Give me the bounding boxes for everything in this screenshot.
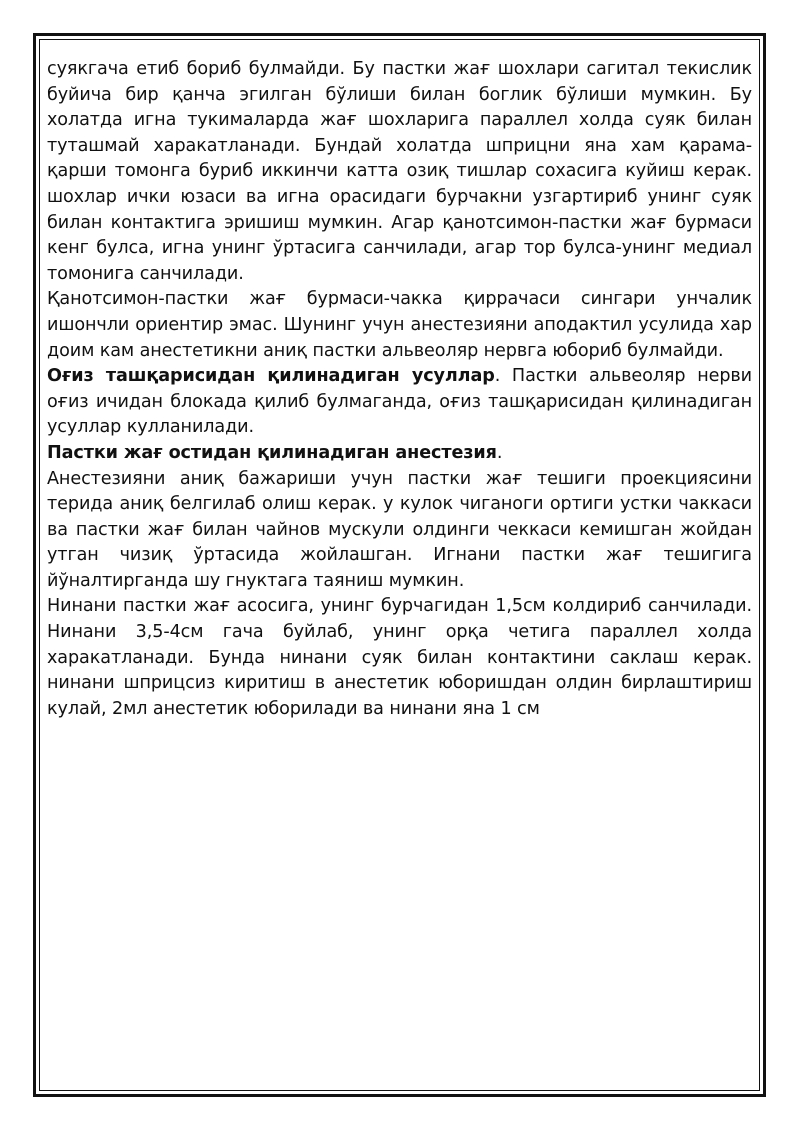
paragraph-1-text: суякгача етиб бориб булмайди. Бу пастки жағ шохлари сагитал текислик буйича бир қанча эгилган бўлиши билан боглик бўлиши мумкин. Бу холатда игна тукималарда жағ шохларига параллел холда суяк билан туташмай харакатланади. Бундай холатда шприцни яна хам қарама-қарши томонга буриб иккинчи катта озиқ тишлар сохасига куйиш керак. шохлар ички юзаси ва игна орасидаги бурчакни узгартириб унинг суяк билан контактига эришиш мумкин. Агар қанотсимон-пастки жағ бурмаси кенг булса, игна унинг ўртасига санчилади, агар тор булса-унинг медиал томонига санчилади. — [47, 59, 752, 284]
paragraph-6 — [47, 594, 752, 722]
section-heading-submandibular: Пастки жағ остидан қилинадиган анестезия — [47, 442, 497, 463]
section-heading-extraoral: Оғиз ташқарисидан қилинадиган усуллар — [47, 366, 495, 387]
paragraph-5-text: Анестезияни аниқ бажариши учун пастки жағ тешиги проекциясини терида аниқ белгилаб олиш керак. у кулок чиганоги ортиги устки чаккаси ва пастки жағ билан чайнов мускули олдинги чеккаси кемишган жойдан утган чизиқ ўртасида жойлашган. Игнани пастки жағ тешигига йўналтирганда шу гнуктага таяниш мумкин. — [47, 468, 752, 591]
paragraph-2-text: Қанотсимон-пастки жағ бурмаси-чакка қиррачаси сингари унчалик ишончли ориентир эмас. Шунинг учун анестезияни аподактил усулида хар доим кам анестетикни аниқ пастки альвеоляр нервга юбориб булмайди. — [47, 289, 752, 361]
paragraph-2 — [47, 287, 752, 364]
document-body — [47, 57, 752, 722]
paragraph-5 — [47, 467, 752, 595]
paragraph-3-text: . Пастки альвеоляр нерви оғиз ичидан блокада қилиб булмаганда, оғиз ташқарисидан қилинадиган усуллар кулланилади. — [47, 366, 752, 438]
paragraph-3 — [47, 364, 752, 441]
paragraph-4 — [47, 441, 752, 467]
paragraph-1 — [47, 57, 752, 287]
paragraph-4-text: . — [496, 442, 503, 463]
paragraph-6-text: Нинани пастки жағ асосига, унинг бурчагидан 1,5см колдириб санчилади. Нинани 3,5-4см гача буйлаб, унинг орқа четига параллел холда харакатланади. Бунда нинани суяк билан контактини саклаш керак. нинани шприцсиз киритиш в анестетик юборишдан олдин бирлаштириш кулай, 2мл анестетик юборилади ва нинани яна 1 см — [47, 596, 752, 719]
